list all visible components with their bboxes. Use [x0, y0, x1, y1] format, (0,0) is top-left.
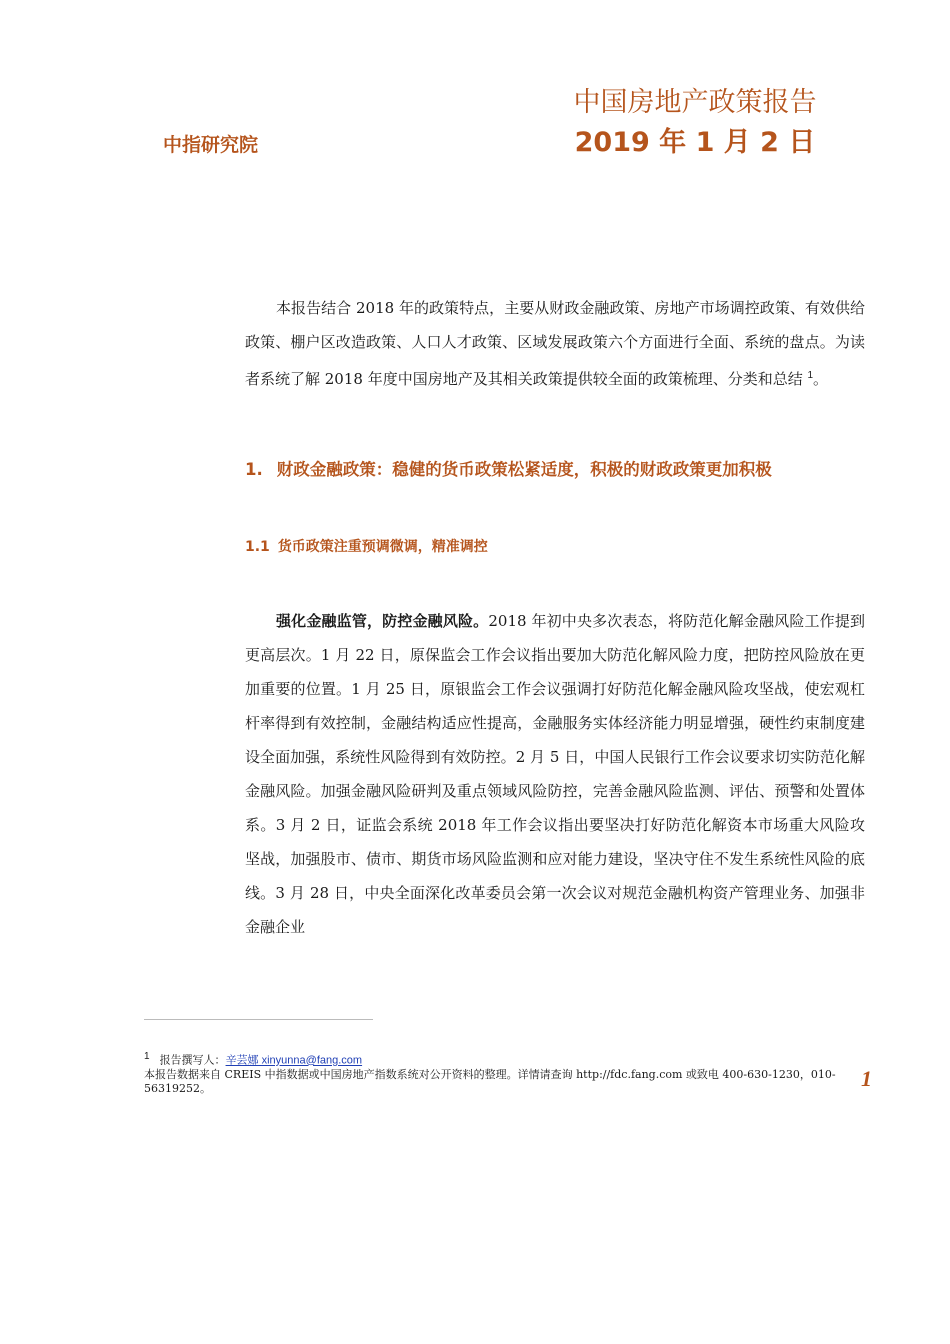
- report-date: 2019 年 1 月 2 日: [574, 127, 816, 158]
- body-paragraph: [245, 604, 865, 944]
- subsection-title: 货币政策注重预调微调，精准调控: [277, 539, 488, 555]
- report-title: 中国房地产政策报告: [573, 87, 817, 118]
- paragraph-lead: 强化金融监管，防控金融风险。: [276, 612, 489, 630]
- footnote-reference[interactable]: 1: [807, 370, 814, 381]
- abstract-end: 。: [813, 370, 829, 388]
- page-number: 1: [861, 1066, 872, 1091]
- subsection-heading-1-1: [245, 536, 488, 556]
- footnote-author-line: [144, 1050, 884, 1068]
- abstract-text: 本报告结合 2018 年的政策特点，主要从财政金融政策、房地产市场调控政策、有效供给政策、棚户区改造政策、人口人才政策、区域发展政策六个方面进行全面、系统的盘点。为读者系统了解 2018 年度中国房地产及其相关政策提供较全面的政策梳理、分类和总结: [245, 299, 865, 388]
- section-heading-1: [245, 456, 772, 480]
- section-number: 1.: [245, 460, 263, 479]
- paragraph-text: 2018 年初中央多次表态，将防范化解金融风险工作提到更高层次。1 月 22 日，原保监会工作会议指出要加大防范化解风险力度，把防控风险放在更加重要的位置。1 月 25 日，原银监会工作会议强调打好防范化解金融风险攻坚战，使宏观杠杆率得到有效控制，金融结构适应性提高，金融服务实体经济能力明显增强，硬性约束制度建设全面加强，系统性风险得到有效防控。2 月 5 日，中国人民银行工作会议要求切实防范化解金融风险。加强金融风险研判及重点领域风险防控，完善金融风险监测、评估、预警和处置体系。3 月 2 日，证监会系统 2018 年工作会议指出要坚决打好防范化解资本市场重大风险攻坚战，加强股市、债市、期货市场风险监测和应对能力建设，坚决守住不发生系统性风险的底线。3 月 28 日，中央全面深化改革委员会第一次会议对规范金融机构资产管理业务、加强非金融企业: [245, 612, 865, 936]
- organization-name: 中指研究院: [163, 134, 259, 156]
- footnote-divider: [144, 1019, 373, 1020]
- footnotes: [144, 1050, 884, 1096]
- author-email-link[interactable]: 辛芸娜 xinyunna@fang.com: [225, 1054, 363, 1067]
- subsection-number: 1.1: [245, 539, 270, 555]
- section-title: 财政金融政策：稳健的货币政策松紧适度，积极的财政政策更加积极: [276, 460, 772, 479]
- footnote-mark: 1: [144, 1051, 150, 1062]
- footnote-source-line: 本报告数据来自 CREIS 中指数据或中国房地产指数系统对公开资料的整理。详情请查询 http://fdc.fang.com 或致电 400-630-1230，010-56319252。: [144, 1067, 836, 1095]
- abstract-paragraph: [245, 291, 865, 396]
- footnote-author-label: 报告撰写人：: [159, 1053, 226, 1067]
- report-title-block: [520, 84, 870, 164]
